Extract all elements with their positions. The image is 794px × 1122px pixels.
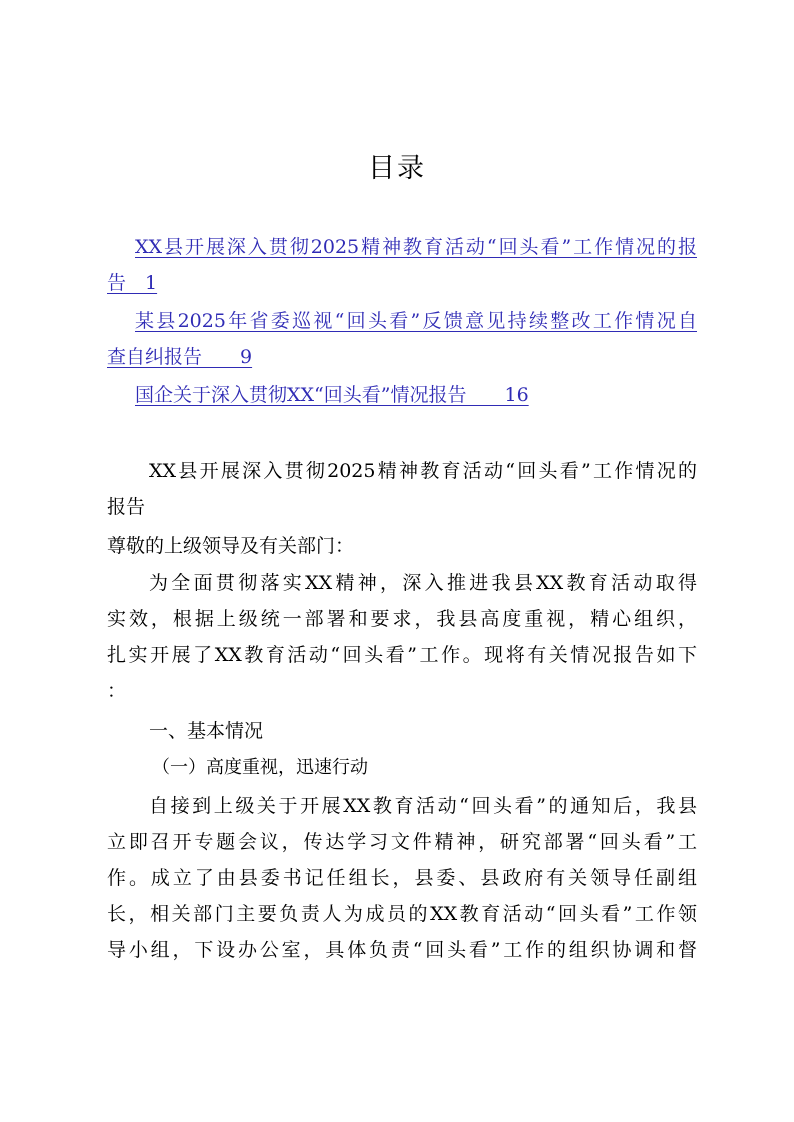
intro-line-3: 扎实开展了XX教育活动“回头看”工作。现将有关情况报告如下 [107, 644, 697, 666]
intro-line-4: ： [107, 680, 127, 702]
paragraph-line-3: 作。成立了由县委书记任组长，县委、县政府有关领导任副组 [107, 867, 697, 889]
toc-title: 目录 [368, 153, 426, 184]
toc-entry-2-line-2[interactable]: 查自纠报告 9 [107, 346, 253, 368]
toc-entry-1-line-2[interactable]: 告 1 [107, 272, 158, 294]
report-title-line-1: XX县开展深入贯彻2025精神教育活动“回头看”工作情况的 [149, 460, 697, 482]
intro-line-1: 为全面贯彻落实XX精神，深入推进我县XX教育活动取得 [149, 572, 697, 594]
subsection-heading: （一）高度重视，迅速行动 [152, 757, 368, 778]
paragraph-line-5: 导小组，下设办公室，具体负责“回头看”工作的组织协调和督 [107, 939, 697, 961]
report-title-line-2: 报告 [107, 496, 146, 518]
salutation: 尊敬的上级领导及有关部门： [107, 535, 355, 557]
paragraph-line-1: 自接到上级关于开展XX教育活动“回头看”的通知后，我县 [149, 795, 697, 817]
toc-entry-2-line-1[interactable]: 某县2025年省委巡视“回头看”反馈意见持续整改工作情况自 [135, 310, 697, 332]
toc-entry-1-line-1[interactable]: XX县开展深入贯彻2025精神教育活动“回头看”工作情况的报 [135, 236, 697, 258]
paragraph-line-2: 立即召开专题会议，传达学习文件精神，研究部署“回头看”工 [107, 831, 697, 853]
intro-line-2: 实效，根据上级统一部署和要求，我县高度重视，精心组织， [107, 608, 697, 630]
section-heading: 一、基本情况 [149, 720, 264, 742]
toc-entry-3[interactable]: 国企关于深入贯彻XX“回头看”情况报告 16 [135, 384, 529, 406]
paragraph-line-4: 长，相关部门主要负责人为成员的XX教育活动“回头看”工作领 [107, 903, 697, 925]
